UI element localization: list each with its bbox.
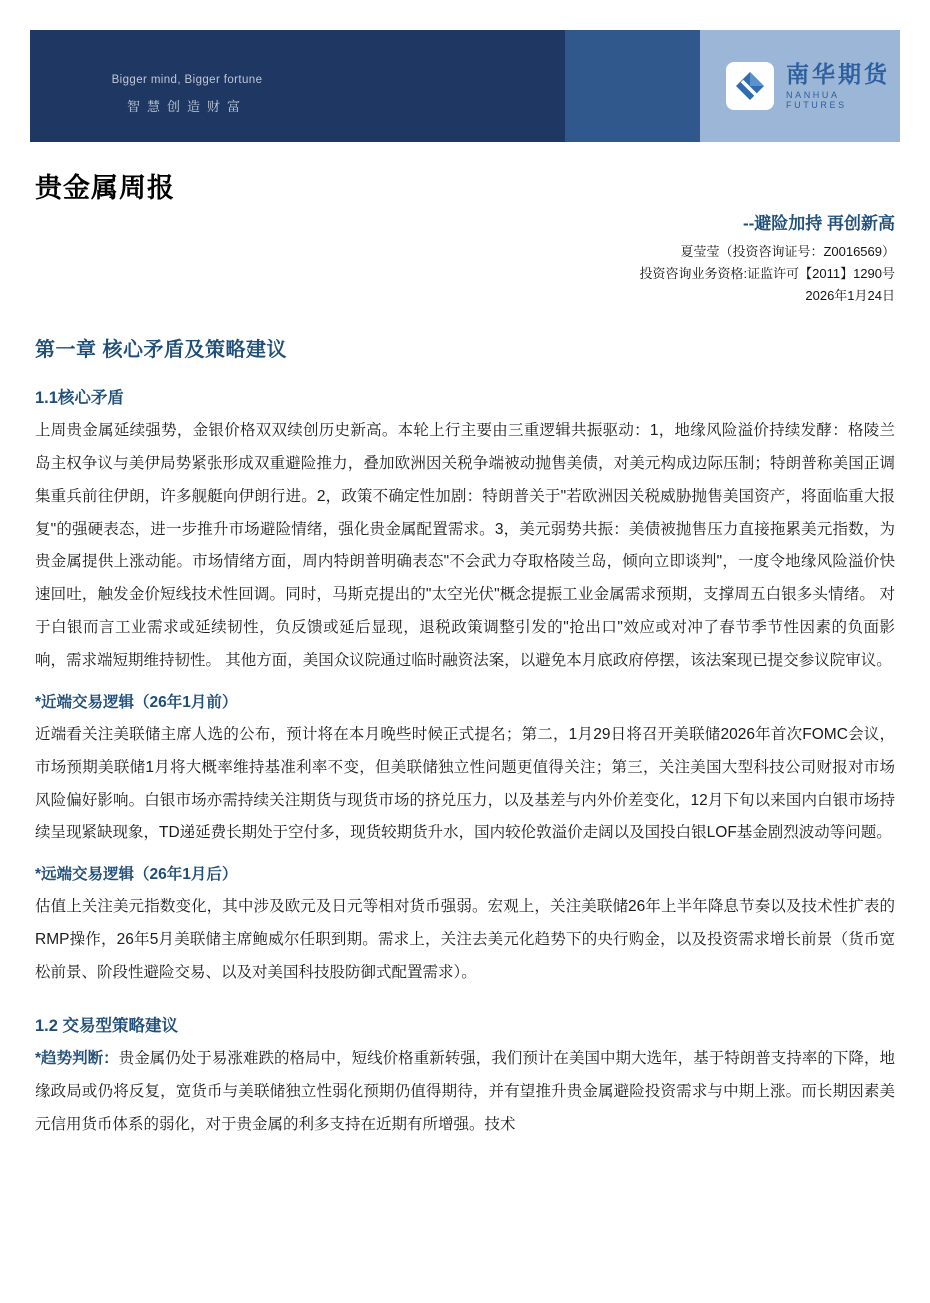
brand-banner (30, 30, 900, 142)
banner-slogan-panel (30, 30, 565, 142)
near-term-logic-paragraph: 近端看关注美联储主席人选的公布，预计将在本月晚些时候正式提名；第二，1月29日将召开美联储2026年首次FOMC会议，市场预期美联储1月将大概率维持基准利率不变，但美联储独立性问题更值得关注；第三，关注美国大型科技公司财报对市场风险偏好影响。白银市场亦需持续关注期货与现货市场的挤兑压力，以及基差与内外价差变化，12月下旬以来国内白银市场持续呈现紧缺现象，TD递延费长期处于空付多，现货较期货升水，国内较伦敦溢价走阔以及国投白银LOF基金剧烈波动等问题。 (35, 725, 895, 842)
report-meta-block (35, 209, 895, 307)
report-date: 2026年1月24日 (805, 288, 895, 303)
far-term-logic-paragraph: 估值上关注美元指数变化，其中涉及欧元及日元等相对货币强弱。宏观上，关注美联储26年上半年降息节奏以及技术性扩表的RMP操作，26年5月美联储主席鲍威尔任职到期。需求上，关注去美元化趋势下的央行购金，以及投资需求增长前景（货币宽松前景、阶段性避险交易、以及对美国科技股防御式配置需求）。 (35, 898, 895, 982)
logo-wordmark (786, 62, 900, 110)
report-content (0, 142, 930, 1141)
near-term-logic-heading: *近端交易逻辑（26年1月前） (35, 693, 238, 711)
section-1-1-heading: 1.1核心矛盾 (35, 389, 124, 407)
report-subtitle: --避险加持 再创新高 (742, 214, 895, 233)
trend-judgement-paragraph (35, 1043, 895, 1142)
banner-divider-panel (565, 30, 700, 142)
banner-slogan-block (82, 74, 292, 115)
report-qualification: 投资咨询业务资格:证监许可【2011】1290号 (639, 266, 895, 281)
report-author: 夏莹莹（投资咨询证号：Z0016569） (680, 244, 895, 259)
logo-name-chinese: 南华期货 (786, 60, 890, 87)
section-1-2-heading: 1.2 交易型策略建议 (35, 1016, 179, 1035)
slogan-chinese: 智慧创造财富 (126, 99, 247, 114)
slogan-english: Bigger mind, Bigger fortune (111, 74, 263, 86)
chapter-1-heading: 第一章 核心矛盾及策略建议 (35, 339, 288, 361)
trend-judgement-label: *趋势判断： (35, 1049, 119, 1067)
report-title: 贵金属周报 (35, 173, 175, 203)
banner-logo-panel (700, 30, 900, 142)
far-term-logic-heading: *远端交易逻辑（26年1月后） (35, 866, 238, 884)
nanhua-logo-icon (726, 62, 774, 110)
trend-judgement-text: 贵金属仍处于易涨难跌的格局中，短线价格重新转强，我们预计在美国中期大选年，基于特朗普支持率的下降，地缘政局或仍将反复，宽货币与美联储独立性弱化预期仍值得期待，并有望推升贵金属避险投资需求与中期上涨。而长期因素美元信用货币体系的弱化，对于贵金属的利多支持在近期有所增强。技术 (35, 1049, 895, 1133)
core-conflict-paragraph: 上周贵金属延续强势，金银价格双双续创历史新高。本轮上行主要由三重逻辑共振驱动：1，地缘风险溢价持续发酵：格陵兰岛主权争议与美伊局势紧张形成双重避险推力，叠加欧洲因关税争端被动抛售美债，对美元构成边际压制；特朗普称美国正调集重兵前往伊朗，许多舰艇向伊朗行进。2，政策不确定性加剧：特朗普关于"若欧洲因关税威胁抛售美国资产，将面临重大报复"的强硬表态，进一步推升市场避险情绪，强化贵金属配置需求。3，美元弱势共振：美债被抛售压力直接拖累美元指数，为贵金属提供上涨动能。市场情绪方面，周内特朗普明确表态"不会武力夺取格陵兰岛，倾向立即谈判"，一度令地缘风险溢价快速回吐，触发金价短线技术性回调。同时，马斯克提出的"太空光伏"概念提振工业金属需求预期，支撑周五白银多头情绪。 对于白银而言工业需求或延续韧性，负反馈或延后显现，退税政策调整引发的"抢出口"效应或对冲了春节季节性因素的负面影响，需求端短期维持韧性。 其他方面，美国众议院通过临时融资法案，以避免本月底政府停摆，该法案现已提交参议院审议。 (35, 422, 895, 670)
logo-name-english: NANHUA FUTURES (786, 90, 847, 111)
